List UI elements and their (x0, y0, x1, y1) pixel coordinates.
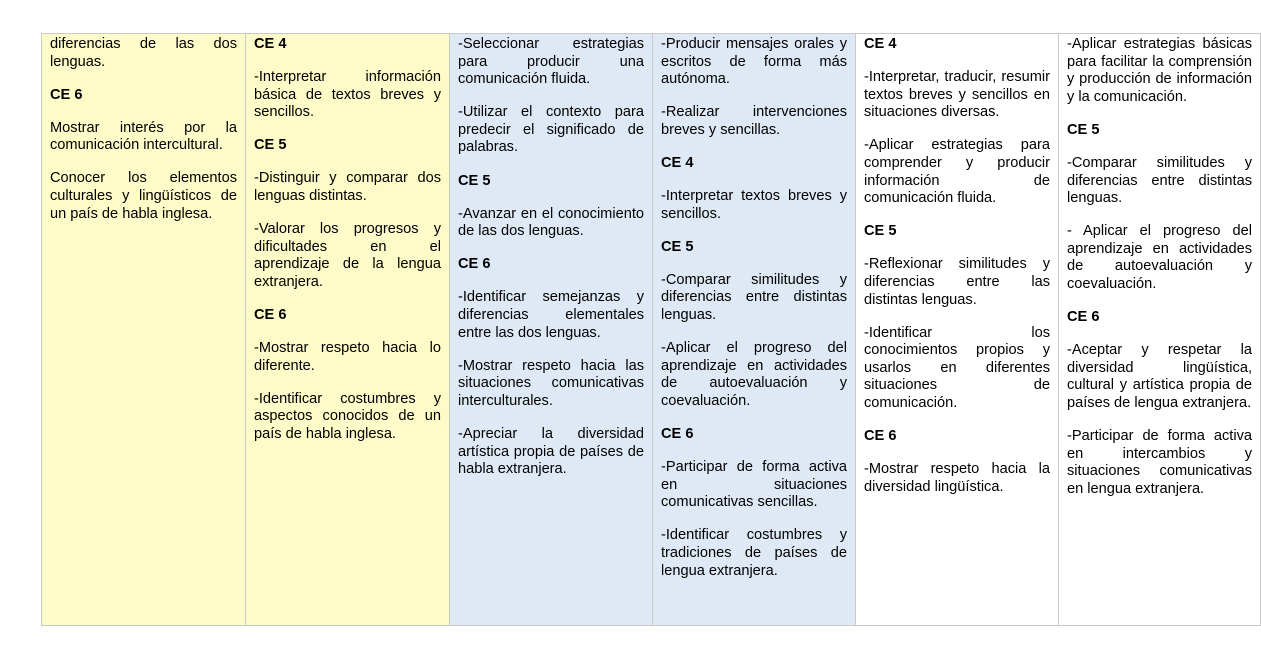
table-cell-column-5 (856, 34, 1059, 626)
cell-text: -Aplicar el progreso del aprendizaje en actividades de autoevaluación y coevaluación. (661, 340, 847, 409)
table-cell-column-2 (246, 34, 450, 626)
cell-text: -Identificar los conocimientos propios y usarlos en diferentes situaciones de comunicación. (864, 324, 1050, 411)
cell-text: Conocer los elementos culturales y lingüísticos de un país de habla inglesa. (50, 170, 237, 222)
criterion-heading: CE 6 (661, 426, 694, 442)
table-cell-column-3 (450, 34, 653, 626)
criterion-heading: CE 5 (661, 238, 694, 255)
criterion-heading: CE 5 (864, 223, 897, 240)
cell-text: -Identificar semejanzas y diferencias elementales entre las dos lenguas. (458, 289, 644, 341)
criterion-heading: CE 4 (661, 154, 694, 171)
cell-text: -Comparar similitudes y diferencias entre distintas lenguas. (1067, 154, 1252, 207)
cell-text: -Mostrar respeto hacia las situaciones comunicativas interculturales. (458, 357, 644, 409)
cell-text: -Participar de forma activa en situaciones comunicativas sencillas. (661, 459, 847, 511)
table-cell-column-1 (42, 34, 246, 626)
criterion-heading: CE 5 (1067, 121, 1100, 138)
criterion-heading: CE 5 (458, 172, 491, 189)
cell-text: -Comparar similitudes y diferencias entre distintas lenguas. (661, 271, 847, 324)
cell-text: -Mostrar respeto hacia la diversidad lingüística. (864, 461, 1050, 495)
cell-text: -Seleccionar estrategias para producir una comunicación fluida. (458, 36, 644, 88)
criterion-heading: CE 4 (864, 36, 897, 52)
cell-text: -Interpretar, traducir, resumir textos breves y sencillos en situaciones diversas. (864, 69, 1050, 121)
cell-text: -Utilizar el contexto para predecir el significado de palabras. (458, 104, 644, 156)
criterion-heading: CE 6 (254, 307, 287, 324)
cell-text: -Identificar costumbres y aspectos conocidos de un país de habla inglesa. (254, 390, 441, 442)
criteria-table (41, 33, 1261, 626)
criterion-heading: CE 4 (254, 36, 287, 52)
cell-text: -Producir mensajes orales y escritos de forma más autónoma. (661, 36, 847, 88)
cell-text: -Aplicar estrategias para comprender y producir información de comunicación fluida. (864, 137, 1050, 207)
cell-text: -Identificar costumbres y tradiciones de países de lengua extranjera. (661, 527, 847, 579)
cell-text: -Distinguir y comparar dos lenguas distintas. (254, 170, 441, 205)
criterion-heading: CE 5 (254, 137, 287, 154)
criterion-heading: CE 6 (458, 256, 491, 273)
cell-text: - Aplicar el progreso del aprendizaje en actividades de autoevaluación y coevaluación. (1067, 223, 1252, 293)
cell-text: diferencias de las dos lenguas. (50, 36, 237, 70)
cell-text: -Interpretar información básica de textos breves y sencillos. (254, 69, 441, 121)
criterion-heading: CE 6 (864, 428, 897, 445)
cell-text: -Valorar los progresos y dificultades en el aprendizaje de la lengua extranjera. (254, 221, 441, 290)
cell-text: -Reflexionar similitudes y diferencias entre las distintas lenguas. (864, 256, 1050, 308)
table-cell-column-6 (1059, 34, 1261, 626)
cell-text: -Participar de forma activa en intercambios y situaciones comunicativas en lengua extranjera. (1067, 428, 1252, 497)
cell-text: Mostrar interés por la comunicación intercultural. (50, 119, 237, 154)
cell-text: -Apreciar la diversidad artística propia de países de habla extranjera. (458, 426, 644, 478)
criterion-heading: CE 6 (1067, 309, 1100, 326)
cell-text: -Mostrar respeto hacia lo diferente. (254, 340, 441, 374)
cell-text: -Avanzar en el conocimiento de las dos lenguas. (458, 205, 644, 240)
table-row (42, 34, 1261, 626)
cell-text: -Interpretar textos breves y sencillos. (661, 188, 847, 222)
table-cell-column-4 (653, 34, 856, 626)
cell-text: -Aceptar y respetar la diversidad lingüística, cultural y artística propia de países de lengua extranjera. (1067, 342, 1252, 411)
cell-text: -Aplicar estrategias básicas para facilitar la comprensión y producción de información y la comunicación. (1067, 36, 1252, 105)
cell-text: -Realizar intervenciones breves y sencillas. (661, 104, 847, 138)
criterion-heading: CE 6 (50, 86, 83, 103)
